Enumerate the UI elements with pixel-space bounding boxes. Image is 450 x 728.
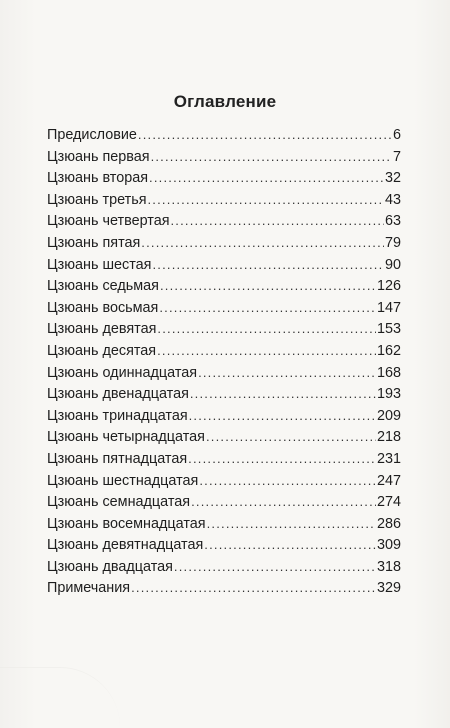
- toc-leader-dots: [152, 257, 384, 272]
- toc-entry[interactable]: [47, 516, 401, 538]
- toc-leader-dots: [206, 429, 376, 444]
- toc-entry-label: Цзюань пятнадцатая: [47, 450, 188, 467]
- toc-entry[interactable]: [47, 257, 401, 279]
- toc-entry-label: Цзюань вторая: [47, 170, 149, 187]
- toc-entry-label: Цзюань десятая: [47, 342, 157, 359]
- toc-entry[interactable]: [47, 170, 401, 192]
- toc-entry[interactable]: [47, 213, 401, 235]
- toc-entry-page-number: 153: [376, 321, 401, 338]
- toc-leader-dots: [191, 494, 376, 509]
- toc-entry-page-number: 218: [376, 429, 401, 446]
- toc-leader-dots: [188, 451, 376, 466]
- toc-leader-dots: [207, 516, 376, 531]
- toc-entry-label: Цзюань одиннадцатая: [47, 364, 198, 381]
- toc-entry[interactable]: [47, 408, 401, 430]
- toc-leader-dots: [151, 149, 392, 164]
- toc-entry-label: Цзюань восьмая: [47, 299, 159, 316]
- toc-entry[interactable]: [47, 386, 401, 408]
- toc-entry-label: Цзюань восемнадцатая: [47, 515, 206, 532]
- toc-leader-dots: [157, 321, 376, 336]
- toc-entry-page-number: 32: [384, 170, 401, 187]
- toc-entry-page-number: 7: [392, 148, 401, 165]
- toc-entry-label: Цзюань двенадцатая: [47, 386, 189, 403]
- toc-entry-page-number: 168: [376, 364, 401, 381]
- toc-entry-label: Цзюань четвертая: [47, 213, 170, 230]
- toc-leader-dots: [190, 386, 376, 401]
- toc-leader-dots: [189, 408, 376, 423]
- toc-entry-page-number: 193: [376, 386, 401, 403]
- toc-entry-label: Цзюань девятнадцатая: [47, 537, 204, 554]
- toc-entry-page-number: 309: [376, 537, 401, 554]
- toc-entry[interactable]: [47, 365, 401, 387]
- toc-entry-label: Цзюань шестнадцатая: [47, 472, 199, 489]
- toc-entry[interactable]: [47, 235, 401, 257]
- toc-entry-page-number: 90: [384, 256, 401, 273]
- toc-leader-dots: [141, 235, 384, 250]
- toc-entry-label: Цзюань семнадцатая: [47, 494, 191, 511]
- toc-entry-page-number: 286: [376, 515, 401, 532]
- toc-leader-dots: [171, 213, 384, 228]
- toc-leader-dots: [174, 559, 376, 574]
- toc-entry-label: Цзюань первая: [47, 148, 150, 165]
- toc-entry-label: Цзюань третья: [47, 191, 147, 208]
- toc-leader-dots: [131, 580, 376, 595]
- toc-entry[interactable]: [47, 321, 401, 343]
- toc-entry-label: Цзюань четырнадцатая: [47, 429, 205, 446]
- toc-entry-page-number: 63: [384, 213, 401, 230]
- toc-entry-label: Цзюань шестая: [47, 256, 152, 273]
- toc-entry-label: Цзюань двадцатая: [47, 558, 173, 575]
- toc-entry-label: Цзюань девятая: [47, 321, 157, 338]
- toc-leader-dots: [138, 127, 392, 142]
- toc-entry[interactable]: [47, 537, 401, 559]
- toc-entry[interactable]: [47, 451, 401, 473]
- toc-entry-page-number: 6: [392, 127, 401, 143]
- toc-entry-label: Цзюань седьмая: [47, 278, 159, 295]
- toc-leader-dots: [204, 537, 376, 552]
- toc-entry[interactable]: [47, 127, 401, 149]
- toc-entry[interactable]: [47, 580, 401, 602]
- toc-entry[interactable]: [47, 559, 401, 581]
- page-corner-decoration: [0, 667, 120, 728]
- toc-entry-page-number: 126: [376, 278, 401, 295]
- toc-leader-dots: [149, 170, 384, 185]
- toc-entry[interactable]: [47, 343, 401, 365]
- toc-entry-page-number: 43: [384, 191, 401, 208]
- toc-entry[interactable]: [47, 429, 401, 451]
- toc-entry-page-number: 209: [376, 407, 401, 424]
- toc-entry-page-number: 231: [376, 450, 401, 467]
- toc-entry[interactable]: [47, 494, 401, 516]
- toc-leader-dots: [199, 473, 376, 488]
- toc-entry-page-number: 329: [376, 580, 401, 597]
- toc-entry-page-number: 79: [384, 234, 401, 251]
- toc-entry[interactable]: [47, 473, 401, 495]
- toc-entry-label: Предисловие: [47, 127, 137, 143]
- toc-entry-page-number: 147: [376, 299, 401, 316]
- toc-leader-dots: [160, 278, 376, 293]
- toc-leader-dots: [198, 365, 376, 380]
- toc-entry[interactable]: [47, 278, 401, 300]
- toc-entry[interactable]: [47, 192, 401, 214]
- toc-entry-page-number: 318: [376, 558, 401, 575]
- toc-entry[interactable]: [47, 149, 401, 171]
- toc-leader-dots: [147, 192, 384, 207]
- table-of-contents: [47, 127, 401, 602]
- page-title: Оглавление: [173, 92, 277, 111]
- toc-entry-page-number: 162: [376, 342, 401, 359]
- toc-entry-label: Цзюань тринадцатая: [47, 407, 188, 424]
- toc-leader-dots: [157, 343, 376, 358]
- toc-entry-page-number: 274: [376, 494, 401, 511]
- toc-entry-page-number: 247: [376, 472, 401, 489]
- toc-entry-label: Примечания: [47, 580, 131, 597]
- toc-leader-dots: [159, 300, 376, 315]
- toc-entry[interactable]: [47, 300, 401, 322]
- toc-entry-label: Цзюань пятая: [47, 234, 141, 251]
